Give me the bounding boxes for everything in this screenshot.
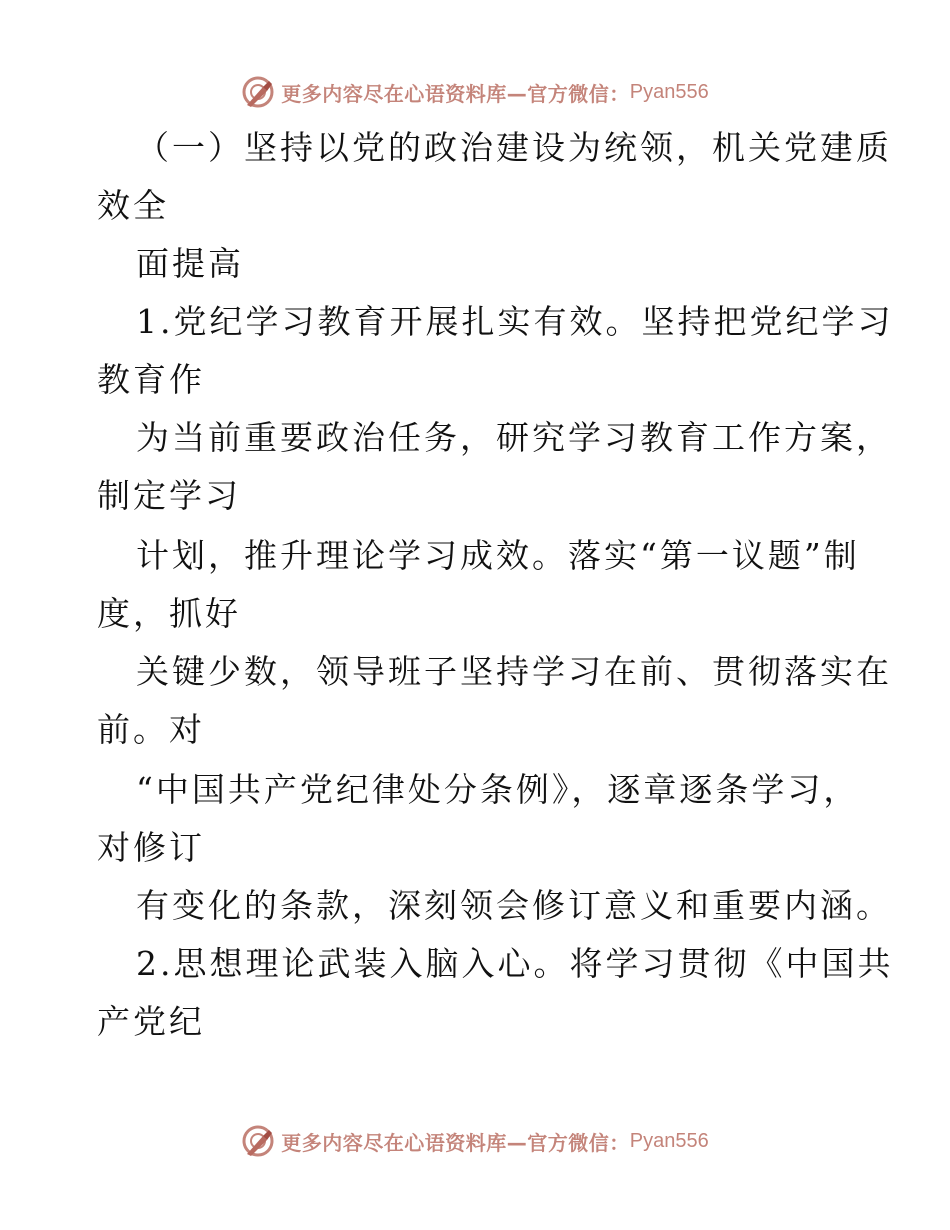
- text-line: 为当前重要政治任务，研究学习教育工作方案，: [136, 418, 892, 457]
- text-line: 面提高: [136, 244, 244, 283]
- pen-logo-icon: [241, 1124, 275, 1158]
- watermark-text: 更多内容尽在心语资料库—官方微信：: [281, 81, 630, 106]
- text-line: 有变化的条款，深刻领会修订意义和重要内涵。: [136, 886, 892, 925]
- text-line: 计划，推升理论学习成效。落实“第一议题”制: [136, 536, 860, 575]
- text-line: 2.思想理论武装入脑入心。将学习贯彻《中国共: [136, 944, 894, 983]
- text-line: （一）坚持以党的政治建设为统领，机关党建质: [136, 128, 892, 167]
- watermark-text: 更多内容尽在心语资料库—官方微信：: [281, 1130, 630, 1155]
- watermark-wechat-id: Pyan556: [629, 80, 709, 103]
- text-line: 前。对: [97, 710, 205, 749]
- text-line: 效全: [97, 186, 169, 225]
- footer-watermark: [0, 1121, 950, 1161]
- text-line: 关键少数，领导班子坚持学习在前、贯彻落实在: [136, 652, 892, 691]
- text-line: 产党纪: [97, 1002, 205, 1041]
- text-line: “中国共产党纪律处分条例》，逐章逐条学习，: [136, 770, 860, 809]
- pen-logo-icon: [241, 75, 275, 109]
- text-line: 1.党纪学习教育开展扎实有效。坚持把党纪学习: [136, 302, 894, 341]
- text-line: 对修订: [97, 828, 205, 867]
- text-line: 教育作: [97, 360, 205, 399]
- text-line: 度，抓好: [97, 594, 241, 633]
- header-watermark: [0, 72, 950, 112]
- text-line: 制定学习: [97, 476, 241, 515]
- watermark-wechat-id: Pyan556: [629, 1129, 709, 1152]
